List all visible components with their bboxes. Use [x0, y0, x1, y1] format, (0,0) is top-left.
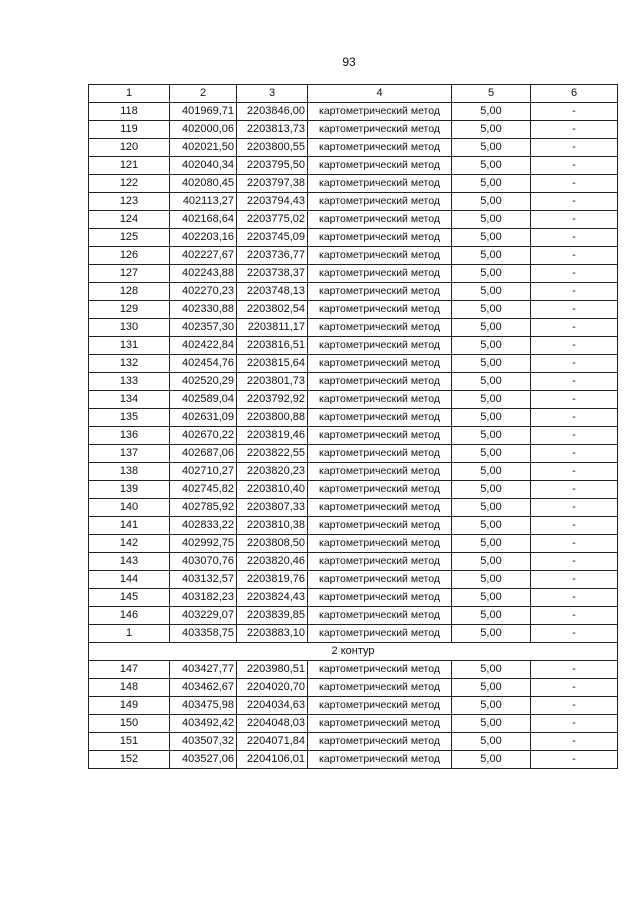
table-row — [89, 697, 618, 715]
method-cell: картометрический метод — [308, 103, 452, 121]
table-row — [89, 589, 618, 607]
table-row — [89, 607, 618, 625]
point-number-cell: 118 — [89, 103, 170, 121]
method-cell: картометрический метод — [308, 121, 452, 139]
note-cell: - — [531, 697, 618, 715]
y-coordinate-cell: 2203839,85 — [237, 607, 308, 625]
table-row — [89, 193, 618, 211]
point-number-cell: 149 — [89, 697, 170, 715]
table-row — [89, 517, 618, 535]
point-number-cell: 152 — [89, 751, 170, 769]
accuracy-cell: 5,00 — [452, 535, 531, 553]
table-row — [89, 535, 618, 553]
note-cell: - — [531, 535, 618, 553]
table-row — [89, 553, 618, 571]
x-coordinate-cell: 402203,16 — [170, 229, 237, 247]
note-cell: - — [531, 139, 618, 157]
x-coordinate-cell: 402357,30 — [170, 319, 237, 337]
point-number-cell: 143 — [89, 553, 170, 571]
accuracy-cell: 5,00 — [452, 319, 531, 337]
y-coordinate-cell: 2204034,63 — [237, 697, 308, 715]
method-cell: картометрический метод — [308, 355, 452, 373]
accuracy-cell: 5,00 — [452, 445, 531, 463]
y-coordinate-cell: 2203802,54 — [237, 301, 308, 319]
note-cell: - — [531, 157, 618, 175]
x-coordinate-cell: 403358,75 — [170, 625, 237, 643]
y-coordinate-cell: 2203883,10 — [237, 625, 308, 643]
note-cell: - — [531, 733, 618, 751]
note-cell: - — [531, 607, 618, 625]
y-coordinate-cell: 2203808,50 — [237, 535, 308, 553]
table-header-row — [89, 85, 618, 103]
method-cell: картометрический метод — [308, 607, 452, 625]
method-cell: картометрический метод — [308, 661, 452, 679]
y-coordinate-cell: 2203736,77 — [237, 247, 308, 265]
method-cell: картометрический метод — [308, 265, 452, 283]
method-cell: картометрический метод — [308, 193, 452, 211]
table-row — [89, 247, 618, 265]
table-row — [89, 229, 618, 247]
point-number-cell: 125 — [89, 229, 170, 247]
method-cell: картометрический метод — [308, 499, 452, 517]
method-cell: картометрический метод — [308, 697, 452, 715]
x-coordinate-cell: 403132,57 — [170, 571, 237, 589]
x-coordinate-cell: 402710,27 — [170, 463, 237, 481]
method-cell: картометрический метод — [308, 535, 452, 553]
accuracy-cell: 5,00 — [452, 409, 531, 427]
accuracy-cell: 5,00 — [452, 265, 531, 283]
table-row — [89, 481, 618, 499]
note-cell: - — [531, 553, 618, 571]
accuracy-cell: 5,00 — [452, 283, 531, 301]
y-coordinate-cell: 2203824,43 — [237, 589, 308, 607]
y-coordinate-cell: 2203800,88 — [237, 409, 308, 427]
y-coordinate-cell: 2203807,33 — [237, 499, 308, 517]
y-coordinate-cell: 2203819,76 — [237, 571, 308, 589]
table-row — [89, 373, 618, 391]
accuracy-cell: 5,00 — [452, 355, 531, 373]
point-number-cell: 121 — [89, 157, 170, 175]
point-number-cell: 140 — [89, 499, 170, 517]
method-cell: картометрический метод — [308, 283, 452, 301]
table-row — [89, 661, 618, 679]
accuracy-cell: 5,00 — [452, 607, 531, 625]
y-coordinate-cell: 2203775,02 — [237, 211, 308, 229]
y-coordinate-cell: 2203792,92 — [237, 391, 308, 409]
method-cell: картометрический метод — [308, 157, 452, 175]
note-cell: - — [531, 427, 618, 445]
y-coordinate-cell: 2203795,50 — [237, 157, 308, 175]
x-coordinate-cell: 402992,75 — [170, 535, 237, 553]
table-row — [89, 211, 618, 229]
x-coordinate-cell: 402227,67 — [170, 247, 237, 265]
point-number-cell: 141 — [89, 517, 170, 535]
method-cell: картометрический метод — [308, 319, 452, 337]
y-coordinate-cell: 2203810,38 — [237, 517, 308, 535]
accuracy-cell: 5,00 — [452, 481, 531, 499]
point-number-cell: 128 — [89, 283, 170, 301]
accuracy-cell: 5,00 — [452, 337, 531, 355]
table-row — [89, 733, 618, 751]
method-cell: картометрический метод — [308, 337, 452, 355]
accuracy-cell: 5,00 — [452, 517, 531, 535]
point-number-cell: 120 — [89, 139, 170, 157]
table-row — [89, 463, 618, 481]
note-cell: - — [531, 355, 618, 373]
x-coordinate-cell: 402785,92 — [170, 499, 237, 517]
note-cell: - — [531, 499, 618, 517]
y-coordinate-cell: 2203846,00 — [237, 103, 308, 121]
note-cell: - — [531, 661, 618, 679]
y-coordinate-cell: 2204020,70 — [237, 679, 308, 697]
table-row — [89, 319, 618, 337]
x-coordinate-cell: 403427,77 — [170, 661, 237, 679]
point-number-cell: 129 — [89, 301, 170, 319]
method-cell: картометрический метод — [308, 373, 452, 391]
point-number-cell: 148 — [89, 679, 170, 697]
accuracy-cell: 5,00 — [452, 751, 531, 769]
x-coordinate-cell: 402243,88 — [170, 265, 237, 283]
accuracy-cell: 5,00 — [452, 193, 531, 211]
method-cell: картометрический метод — [308, 517, 452, 535]
accuracy-cell: 5,00 — [452, 715, 531, 733]
method-cell: картометрический метод — [308, 571, 452, 589]
note-cell: - — [531, 211, 618, 229]
y-coordinate-cell: 2203822,55 — [237, 445, 308, 463]
x-coordinate-cell: 402040,34 — [170, 157, 237, 175]
table-row — [89, 355, 618, 373]
method-cell: картометрический метод — [308, 175, 452, 193]
y-coordinate-cell: 2203820,23 — [237, 463, 308, 481]
y-coordinate-cell: 2203738,37 — [237, 265, 308, 283]
y-coordinate-cell: 2203800,55 — [237, 139, 308, 157]
table-row — [89, 751, 618, 769]
point-number-cell: 139 — [89, 481, 170, 499]
y-coordinate-cell: 2203794,43 — [237, 193, 308, 211]
header-cell-3: 3 — [237, 85, 308, 103]
y-coordinate-cell: 2203797,38 — [237, 175, 308, 193]
y-coordinate-cell: 2203815,64 — [237, 355, 308, 373]
method-cell: картометрический метод — [308, 481, 452, 499]
table-row — [89, 391, 618, 409]
table-row — [89, 409, 618, 427]
accuracy-cell: 5,00 — [452, 571, 531, 589]
point-number-cell: 147 — [89, 661, 170, 679]
point-number-cell: 142 — [89, 535, 170, 553]
point-number-cell: 145 — [89, 589, 170, 607]
y-coordinate-cell: 2203810,40 — [237, 481, 308, 499]
method-cell: картометрический метод — [308, 625, 452, 643]
accuracy-cell: 5,00 — [452, 139, 531, 157]
point-number-cell: 137 — [89, 445, 170, 463]
x-coordinate-cell: 402589,04 — [170, 391, 237, 409]
note-cell: - — [531, 571, 618, 589]
point-number-cell: 131 — [89, 337, 170, 355]
x-coordinate-cell: 402270,23 — [170, 283, 237, 301]
accuracy-cell: 5,00 — [452, 697, 531, 715]
method-cell: картометрический метод — [308, 247, 452, 265]
x-coordinate-cell: 402687,06 — [170, 445, 237, 463]
header-cell-2: 2 — [170, 85, 237, 103]
y-coordinate-cell: 2203813,73 — [237, 121, 308, 139]
y-coordinate-cell: 2204048,03 — [237, 715, 308, 733]
point-number-cell: 138 — [89, 463, 170, 481]
x-coordinate-cell: 402000,06 — [170, 121, 237, 139]
table-row — [89, 283, 618, 301]
accuracy-cell: 5,00 — [452, 733, 531, 751]
accuracy-cell: 5,00 — [452, 103, 531, 121]
table-row — [89, 427, 618, 445]
note-cell: - — [531, 751, 618, 769]
method-cell: картометрический метод — [308, 301, 452, 319]
y-coordinate-cell: 2203811,17 — [237, 319, 308, 337]
y-coordinate-cell: 2203801,73 — [237, 373, 308, 391]
point-number-cell: 124 — [89, 211, 170, 229]
x-coordinate-cell: 403229,07 — [170, 607, 237, 625]
table-row — [89, 499, 618, 517]
note-cell: - — [531, 625, 618, 643]
note-cell: - — [531, 301, 618, 319]
x-coordinate-cell: 403182,23 — [170, 589, 237, 607]
method-cell: картометрический метод — [308, 589, 452, 607]
point-number-cell: 151 — [89, 733, 170, 751]
note-cell: - — [531, 463, 618, 481]
header-cell-4: 4 — [308, 85, 452, 103]
x-coordinate-cell: 402520,29 — [170, 373, 237, 391]
table-row — [89, 715, 618, 733]
point-number-cell: 135 — [89, 409, 170, 427]
note-cell: - — [531, 589, 618, 607]
x-coordinate-cell: 402670,22 — [170, 427, 237, 445]
note-cell: - — [531, 391, 618, 409]
note-cell: - — [531, 283, 618, 301]
accuracy-cell: 5,00 — [452, 679, 531, 697]
y-coordinate-cell: 2203748,13 — [237, 283, 308, 301]
table-row — [89, 337, 618, 355]
x-coordinate-cell: 402631,09 — [170, 409, 237, 427]
x-coordinate-cell: 403070,76 — [170, 553, 237, 571]
method-cell: картометрический метод — [308, 463, 452, 481]
header-cell-1: 1 — [89, 85, 170, 103]
note-cell: - — [531, 409, 618, 427]
header-cell-6: 6 — [531, 85, 618, 103]
note-cell: - — [531, 103, 618, 121]
method-cell: картометрический метод — [308, 715, 452, 733]
y-coordinate-cell: 2204071,84 — [237, 733, 308, 751]
method-cell: картометрический метод — [308, 553, 452, 571]
x-coordinate-cell: 402422,84 — [170, 337, 237, 355]
method-cell: картометрический метод — [308, 679, 452, 697]
page-number: 93 — [342, 55, 356, 69]
note-cell: - — [531, 229, 618, 247]
note-cell: - — [531, 265, 618, 283]
method-cell: картометрический метод — [308, 445, 452, 463]
x-coordinate-cell: 402330,88 — [170, 301, 237, 319]
table-row — [89, 103, 618, 121]
note-cell: - — [531, 445, 618, 463]
point-number-cell: 1 — [89, 625, 170, 643]
x-coordinate-cell: 403475,98 — [170, 697, 237, 715]
accuracy-cell: 5,00 — [452, 121, 531, 139]
contour-separator-row — [89, 643, 618, 661]
y-coordinate-cell: 2203745,09 — [237, 229, 308, 247]
point-number-cell: 130 — [89, 319, 170, 337]
method-cell: картометрический метод — [308, 211, 452, 229]
point-number-cell: 134 — [89, 391, 170, 409]
accuracy-cell: 5,00 — [452, 391, 531, 409]
coordinates-table — [88, 84, 618, 769]
point-number-cell: 136 — [89, 427, 170, 445]
y-coordinate-cell: 2203819,46 — [237, 427, 308, 445]
x-coordinate-cell: 402454,76 — [170, 355, 237, 373]
accuracy-cell: 5,00 — [452, 463, 531, 481]
table-body — [89, 85, 618, 769]
note-cell: - — [531, 121, 618, 139]
x-coordinate-cell: 402745,82 — [170, 481, 237, 499]
y-coordinate-cell: 2204106,01 — [237, 751, 308, 769]
method-cell: картометрический метод — [308, 229, 452, 247]
x-coordinate-cell: 402021,50 — [170, 139, 237, 157]
table-row — [89, 679, 618, 697]
method-cell: картометрический метод — [308, 139, 452, 157]
note-cell: - — [531, 337, 618, 355]
contour-label: 2 контур — [89, 643, 618, 661]
y-coordinate-cell: 2203820,46 — [237, 553, 308, 571]
accuracy-cell: 5,00 — [452, 157, 531, 175]
table-row — [89, 121, 618, 139]
point-number-cell: 146 — [89, 607, 170, 625]
x-coordinate-cell: 403462,67 — [170, 679, 237, 697]
point-number-cell: 126 — [89, 247, 170, 265]
method-cell: картометрический метод — [308, 391, 452, 409]
x-coordinate-cell: 402833,22 — [170, 517, 237, 535]
table-row — [89, 157, 618, 175]
accuracy-cell: 5,00 — [452, 589, 531, 607]
accuracy-cell: 5,00 — [452, 175, 531, 193]
x-coordinate-cell: 403507,32 — [170, 733, 237, 751]
note-cell: - — [531, 373, 618, 391]
table-row — [89, 571, 618, 589]
x-coordinate-cell: 402168,64 — [170, 211, 237, 229]
x-coordinate-cell: 402080,45 — [170, 175, 237, 193]
note-cell: - — [531, 193, 618, 211]
point-number-cell: 127 — [89, 265, 170, 283]
accuracy-cell: 5,00 — [452, 499, 531, 517]
point-number-cell: 122 — [89, 175, 170, 193]
method-cell: картометрический метод — [308, 733, 452, 751]
point-number-cell: 150 — [89, 715, 170, 733]
note-cell: - — [531, 679, 618, 697]
point-number-cell: 123 — [89, 193, 170, 211]
point-number-cell: 144 — [89, 571, 170, 589]
accuracy-cell: 5,00 — [452, 553, 531, 571]
accuracy-cell: 5,00 — [452, 301, 531, 319]
accuracy-cell: 5,00 — [452, 211, 531, 229]
note-cell: - — [531, 715, 618, 733]
x-coordinate-cell: 401969,71 — [170, 103, 237, 121]
accuracy-cell: 5,00 — [452, 661, 531, 679]
header-cell-5: 5 — [452, 85, 531, 103]
accuracy-cell: 5,00 — [452, 247, 531, 265]
x-coordinate-cell: 403492,42 — [170, 715, 237, 733]
note-cell: - — [531, 319, 618, 337]
table-row — [89, 265, 618, 283]
accuracy-cell: 5,00 — [452, 373, 531, 391]
y-coordinate-cell: 2203980,51 — [237, 661, 308, 679]
note-cell: - — [531, 175, 618, 193]
table-row — [89, 625, 618, 643]
table-row — [89, 301, 618, 319]
method-cell: картометрический метод — [308, 409, 452, 427]
point-number-cell: 119 — [89, 121, 170, 139]
table-row — [89, 175, 618, 193]
y-coordinate-cell: 2203816,51 — [237, 337, 308, 355]
note-cell: - — [531, 517, 618, 535]
note-cell: - — [531, 247, 618, 265]
table-row — [89, 139, 618, 157]
accuracy-cell: 5,00 — [452, 427, 531, 445]
table-row — [89, 445, 618, 463]
method-cell: картометрический метод — [308, 751, 452, 769]
x-coordinate-cell: 402113,27 — [170, 193, 237, 211]
x-coordinate-cell: 403527,06 — [170, 751, 237, 769]
method-cell: картометрический метод — [308, 427, 452, 445]
accuracy-cell: 5,00 — [452, 229, 531, 247]
point-number-cell: 133 — [89, 373, 170, 391]
point-number-cell: 132 — [89, 355, 170, 373]
note-cell: - — [531, 481, 618, 499]
accuracy-cell: 5,00 — [452, 625, 531, 643]
